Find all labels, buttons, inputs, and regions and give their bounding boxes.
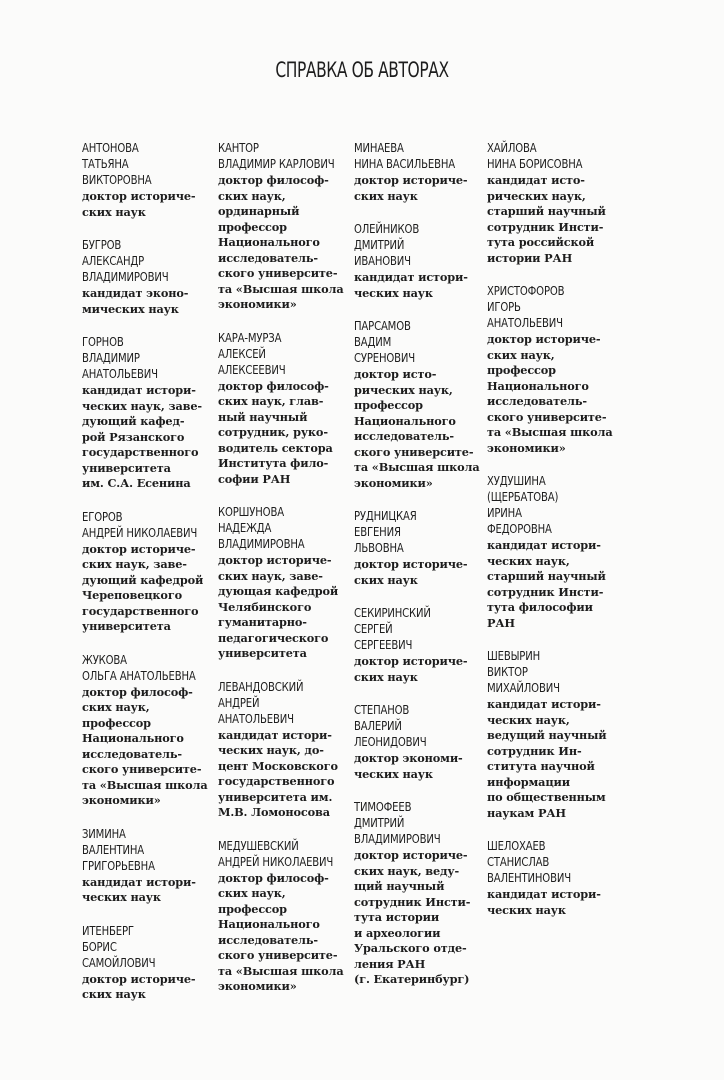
author-credentials-line: ских наук, заве- (82, 557, 187, 571)
author-name (354, 605, 494, 653)
author-entry (82, 509, 222, 635)
author-name-line: ВАЛЕРИЙ (354, 718, 402, 733)
author-name (487, 140, 627, 172)
author-credentials-line: гуманитарно- (218, 615, 307, 629)
author-name (354, 221, 494, 269)
author-name-line: ЖУКОВА (82, 651, 127, 667)
author-entry (487, 283, 627, 456)
author-entry (82, 237, 222, 317)
author-credentials-line: исследователь- (82, 746, 182, 761)
author-name-line: АНАТОЛЬЕВИЧ (218, 710, 294, 726)
author-name (82, 140, 222, 188)
author-name-line: САМОЙЛОВИЧ (82, 954, 156, 970)
author-credentials-line: рических наук, (487, 188, 586, 203)
author-credentials-line: ческих наук (354, 766, 433, 781)
author-credentials-line: дующий кафед- (82, 414, 185, 428)
author-credentials-line: ских наук (82, 987, 146, 1001)
author-name-line: ГРИГОРЬЕВНА (82, 857, 155, 873)
author-name (82, 652, 222, 684)
author-credentials-line: ских наук, веду- (354, 863, 460, 878)
author-credentials-line: ских наук, (487, 347, 555, 362)
author-credentials (218, 871, 358, 995)
author-name-line: ИВАНОВИЧ (354, 253, 411, 268)
author-credentials (487, 332, 627, 456)
author-name-line: ТИМОФЕЕВ (354, 799, 412, 814)
author-entry (487, 140, 627, 266)
author-credentials-line: тута российской (487, 235, 595, 249)
author-credentials-line: РАН (487, 615, 515, 630)
author-name-line: СТАНИСЛАВ (487, 854, 550, 869)
author-name-line: АНДРЕЙ НИКОЛАЕВИЧ (218, 853, 334, 869)
author-credentials (82, 383, 222, 492)
author-name (354, 702, 494, 750)
author-credentials-line: ческих наук, (487, 712, 570, 727)
author-credentials (354, 270, 494, 301)
author-credentials-line: ских наук, глав- (218, 394, 324, 408)
author-credentials-line: кандидат истори- (82, 874, 196, 889)
author-name (354, 799, 494, 847)
author-name-line: НАДЕЖДА (218, 520, 272, 535)
author-credentials-line: дующая кафедрой (218, 584, 339, 598)
author-credentials-line: доктор историче- (354, 173, 468, 187)
author-credentials-line: ских наук, (218, 886, 286, 900)
author-credentials-line: профессор (82, 715, 151, 730)
author-credentials-line: исследователь- (487, 394, 587, 408)
author-credentials-line: ского университе- (487, 409, 607, 424)
author-entry (82, 140, 222, 220)
author-name-line: МИНАЕВА (354, 140, 404, 155)
author-credentials-line: ческих наук, заве- (82, 398, 202, 413)
author-credentials-line: Национального (82, 731, 184, 745)
author-name-line: ЕВГЕНИЯ (354, 524, 401, 539)
author-credentials-line: кандидат истори- (487, 887, 601, 901)
author-name (487, 838, 627, 886)
author-credentials-line: сотрудник Инсти- (487, 219, 604, 234)
author-name-line: КАНТОР (218, 140, 259, 155)
author-credentials-line: государственного (82, 603, 199, 618)
author-credentials-line: ских наук, (82, 700, 150, 714)
author-credentials-line: доктор историче- (82, 189, 196, 203)
author-name-line: ВАЛЕНТИНОВИЧ (487, 870, 571, 885)
author-name (487, 648, 627, 696)
author-name-line: КОРШУНОВА (218, 504, 284, 519)
author-name-line: АЛЕКСАНДР (82, 253, 144, 268)
author-name-line: ГОРНОВ (82, 334, 124, 349)
author-name (82, 237, 222, 285)
author-credentials-line: ления РАН (354, 956, 426, 971)
author-credentials (354, 367, 494, 491)
author-credentials-line: ских наук, заве- (218, 568, 323, 583)
author-credentials-line: рой Рязанского (82, 429, 185, 444)
author-name-line: СУРЕНОВИЧ (354, 350, 416, 365)
author-name-line: ОЛЕЙНИКОВ (354, 221, 420, 236)
author-name-line: ЛЕВАНДОВСКИЙ (218, 678, 304, 694)
author-entry (218, 504, 358, 662)
author-credentials-line: государственного (82, 445, 199, 459)
author-entry (354, 140, 494, 204)
author-name-line: ТАТЬЯНА (82, 156, 129, 171)
author-credentials-line: та «Высшая школа (218, 281, 344, 296)
author-credentials-line: им. С.А. Есенина (82, 476, 191, 490)
author-entry (82, 923, 222, 1003)
author-name-line: ОЛЬГА АНАТОЛЬЕВНА (82, 667, 196, 683)
author-entry (82, 652, 222, 809)
author-credentials-line: Национального (487, 378, 589, 393)
author-name-line: ВЛАДИМИР КАРЛОВИЧ (218, 156, 335, 171)
author-name-line: МЕДУШЕВСКИЙ (218, 837, 299, 853)
author-name-line: ВАДИМ (354, 334, 392, 349)
author-credentials-line: по общественным (487, 790, 606, 804)
author-credentials-line: кандидат эконо- (82, 286, 189, 300)
author-credentials-line: доктор историче- (82, 971, 196, 986)
author-name-line: ВЛАДИМИРОВИЧ (354, 831, 441, 846)
author-credentials-line: ститута научной (487, 759, 595, 773)
page-title: СПРАВКА ОБ АВТОРАХ (275, 58, 449, 82)
author-credentials-line: доктор историче- (354, 848, 468, 862)
author-name-line: ИТЕНБЕРГ (82, 922, 134, 938)
author-credentials-line: доктор историче- (218, 553, 332, 567)
author-credentials-line: доктор историче- (487, 332, 601, 346)
author-credentials-line: профессор (218, 219, 287, 234)
author-credentials-line: Института фило- (218, 456, 329, 470)
authors-column-3 (354, 140, 494, 1005)
author-credentials (218, 379, 358, 488)
author-entry (82, 826, 222, 906)
authors-column-1 (82, 140, 222, 1020)
author-credentials-line: Национального (218, 235, 320, 249)
author-credentials-line: ный научный (218, 409, 308, 424)
author-credentials-line: ческих наук (487, 902, 566, 917)
author-name-line: ВИКТОРОВНА (82, 172, 152, 187)
author-entry (218, 679, 358, 821)
author-credentials-line: ских наук (354, 572, 418, 587)
author-name-line: ВЛАДИМИРОВИЧ (82, 269, 169, 284)
author-name-line: ХУДУШИНА (487, 473, 546, 488)
author-name-line: АНАТОЛЬЕВИЧ (487, 315, 563, 330)
author-entry (487, 473, 627, 631)
author-credentials-line: та «Высшая школа (354, 460, 480, 474)
author-name (487, 283, 627, 331)
author-credentials-line: цент Московского (218, 758, 338, 773)
author-entry (218, 330, 358, 488)
author-credentials-line: Челябинского (218, 599, 312, 614)
author-name-line: ВИКТОР (487, 664, 528, 679)
author-credentials-line: исследователь- (218, 250, 318, 265)
author-name-line: ИРИНА (487, 505, 522, 520)
author-credentials-line: Уральского отде- (354, 941, 467, 955)
author-name-line: ЕГОРОВ (82, 508, 123, 524)
author-credentials (487, 887, 627, 918)
author-credentials-line: водитель сектора (218, 440, 333, 455)
author-credentials (354, 557, 494, 588)
author-credentials-line: та «Высшая школа (218, 963, 344, 978)
author-credentials (218, 728, 358, 821)
author-credentials-line: тута философии (487, 600, 593, 614)
author-name (218, 330, 358, 378)
author-name-line: ЗИМИНА (82, 825, 126, 841)
author-credentials-line: Череповецкого (82, 588, 182, 602)
author-credentials-line: ских наук, (218, 188, 286, 203)
author-credentials-line: сотрудник Инсти- (487, 584, 604, 599)
author-name-line: АНАТОЛЬЕВИЧ (82, 366, 158, 381)
author-credentials (487, 538, 627, 631)
author-credentials-line: ческих наук (82, 890, 161, 904)
author-credentials (218, 173, 358, 313)
author-name-line: АНДРЕЙ (218, 694, 260, 710)
author-credentials-line: доктор философ- (218, 378, 329, 393)
author-credentials-line: исследователь- (218, 932, 318, 947)
author-credentials-line: экономики» (82, 793, 161, 807)
author-credentials-line: кандидат истори- (82, 383, 196, 397)
author-credentials-line: университета им. (218, 789, 333, 804)
author-name-line: АНТОНОВА (82, 140, 139, 155)
author-credentials (354, 848, 494, 988)
author-credentials-line: информации (487, 774, 571, 789)
author-entry (354, 508, 494, 588)
author-credentials-line: Национального (218, 917, 320, 931)
author-credentials-line: старший научный (487, 569, 606, 583)
author-name-line: ВЛАДИМИР (82, 350, 140, 365)
author-credentials-line: доктор философ- (218, 173, 329, 187)
author-credentials (82, 189, 222, 220)
author-credentials-line: и археологии (354, 925, 441, 940)
author-name (487, 473, 627, 537)
author-credentials (82, 685, 222, 809)
author-name-line: АЛЕКСЕЕВИЧ (218, 361, 286, 377)
author-credentials-line: кандидат истори- (218, 727, 332, 742)
author-credentials-line: профессор (218, 901, 287, 916)
author-credentials-line: доктор историче- (354, 654, 468, 668)
author-entry (354, 799, 494, 988)
author-credentials-line: ординарный (218, 204, 300, 218)
author-credentials-line: старший научный (487, 204, 606, 218)
author-credentials-line: ских наук (354, 669, 418, 684)
author-credentials-line: сотрудник Ин- (487, 743, 582, 758)
author-name-line: ДМИТРИЙ (354, 815, 405, 830)
author-name-line: ШЕЛОХАЕВ (487, 838, 546, 853)
author-name (218, 504, 358, 552)
author-name (218, 679, 358, 727)
author-credentials (82, 972, 222, 1003)
author-entry (218, 140, 358, 313)
author-credentials-line: экономики» (218, 297, 297, 311)
author-credentials-line: кандидат истори- (487, 697, 601, 711)
author-credentials-line: ских наук (82, 204, 146, 219)
author-credentials-line: рических наук, (354, 382, 453, 397)
author-name-line: АЛЕКСЕЙ (218, 345, 266, 361)
author-credentials-line: профессор (487, 363, 556, 377)
authors-column-4 (487, 140, 627, 935)
author-entry (487, 648, 627, 821)
author-credentials-line: сотрудник Инсти- (354, 894, 471, 909)
author-credentials (82, 286, 222, 317)
author-entry (218, 838, 358, 995)
author-credentials-line: наукам РАН (487, 805, 566, 820)
author-name-line: ЛЬВОВНА (354, 540, 404, 555)
author-name-line: ХРИСТОФОРОВ (487, 283, 565, 298)
author-name-line: БУГРОВ (82, 237, 122, 252)
author-credentials-line: ского университе- (82, 762, 202, 776)
author-credentials (487, 173, 627, 266)
author-credentials-line: педагогического (218, 630, 329, 645)
author-entry (354, 605, 494, 685)
author-credentials (487, 697, 627, 821)
author-credentials-line: доктор философ- (82, 684, 193, 699)
author-name-line: ШЕВЫРИН (487, 648, 541, 663)
author-name-line: БОРИС (82, 938, 117, 954)
author-name-line: ЛЕОНИДОВИЧ (354, 734, 427, 749)
author-credentials (354, 654, 494, 685)
author-credentials-line: та «Высшая школа (82, 777, 208, 792)
author-entry (354, 702, 494, 782)
author-name-line: ИГОРЬ (487, 299, 521, 314)
author-credentials-line: государственного (218, 774, 335, 788)
author-name (82, 826, 222, 874)
authors-column-2 (218, 140, 358, 1012)
author-name (218, 838, 358, 870)
author-credentials-line: ческих наук, до- (218, 743, 324, 757)
author-credentials-line: доктор экономи- (354, 751, 463, 765)
author-credentials-line: экономики» (354, 475, 433, 490)
author-name (82, 923, 222, 971)
author-credentials-line: та «Высшая школа (487, 425, 613, 439)
author-credentials-line: ских наук (354, 188, 418, 203)
author-credentials-line: исследователь- (354, 429, 454, 443)
author-entry (82, 334, 222, 492)
author-name-line: НИНА БОРИСОВНА (487, 156, 583, 171)
author-name-line: ВАЛЕНТИНА (82, 841, 145, 857)
author-name (354, 318, 494, 366)
author-name (354, 140, 494, 172)
author-credentials (354, 173, 494, 204)
author-credentials (82, 542, 222, 635)
author-credentials-line: (г. Екатеринбург) (354, 972, 470, 986)
author-credentials-line: тута истории (354, 910, 440, 924)
author-name-line: ПАРСАМОВ (354, 318, 411, 333)
author-credentials-line: кандидат истори- (354, 270, 468, 284)
author-name-line: ВЛАДИМИРОВНА (218, 536, 305, 551)
author-name-line: ХАЙЛОВА (487, 140, 537, 155)
author-credentials-line: университета (82, 460, 171, 475)
author-name (82, 509, 222, 541)
author-entry (354, 221, 494, 301)
author-name-line: СТЕПАНОВ (354, 702, 410, 717)
author-credentials-line: истории РАН (487, 250, 573, 265)
author-name (218, 140, 358, 172)
author-credentials-line: доктор историче- (354, 557, 468, 571)
author-credentials-line: ского университе- (218, 948, 338, 962)
author-credentials-line: экономики» (218, 979, 297, 993)
author-credentials (82, 875, 222, 906)
author-name-line: ДМИТРИЙ (354, 237, 405, 252)
author-entry (354, 318, 494, 491)
author-credentials-line: университета (218, 646, 307, 660)
author-name (354, 508, 494, 556)
author-credentials-line: сотрудник, руко- (218, 425, 328, 439)
author-name-line: МИХАЙЛОВИЧ (487, 680, 560, 695)
author-credentials-line: доктор философ- (218, 870, 329, 885)
author-credentials-line: ского университе- (354, 444, 474, 459)
author-credentials-line: щий научный (354, 879, 445, 893)
author-credentials-line: дующий кафедрой (82, 572, 204, 587)
author-credentials-line: ческих наук, (487, 553, 570, 568)
author-credentials-line: профессор (354, 398, 423, 412)
author-credentials (218, 553, 358, 662)
author-credentials-line: доктор исто- (354, 367, 437, 381)
author-name-line: КАРА-МУРЗА (218, 329, 282, 345)
author-name-line: АНДРЕЙ НИКОЛАЕВИЧ (82, 524, 198, 540)
author-name (82, 334, 222, 382)
author-credentials-line: мических наук (82, 301, 179, 316)
author-name-line: ФЕДОРОВНА (487, 521, 552, 536)
author-credentials-line: софии РАН (218, 471, 291, 486)
author-credentials-line: ского университе- (218, 266, 338, 280)
author-entry (487, 838, 627, 918)
author-credentials-line: Национального (354, 413, 456, 428)
author-credentials-line: экономики» (487, 440, 566, 455)
author-credentials-line: кандидат исто- (487, 173, 585, 187)
author-credentials-line: кандидат истори- (487, 538, 601, 552)
author-name-line: НИНА ВАСИЛЬЕВНА (354, 156, 455, 171)
author-name-line: СЕРГЕЙ (354, 621, 393, 636)
author-credentials-line: университета (82, 619, 171, 633)
author-credentials-line: ческих наук (354, 285, 433, 300)
author-name-line: СЕКИРИНСКИЙ (354, 605, 431, 620)
author-name-line: РУДНИЦКАЯ (354, 508, 417, 523)
author-credentials-line: доктор историче- (82, 541, 196, 556)
author-credentials-line: М.В. Ломоносова (218, 805, 330, 819)
author-name-line: (ЩЕРБАТОВА) (487, 489, 559, 504)
author-credentials-line: ведущий научный (487, 728, 607, 742)
author-credentials (354, 751, 494, 782)
author-name-line: СЕРГЕЕВИЧ (354, 637, 413, 652)
